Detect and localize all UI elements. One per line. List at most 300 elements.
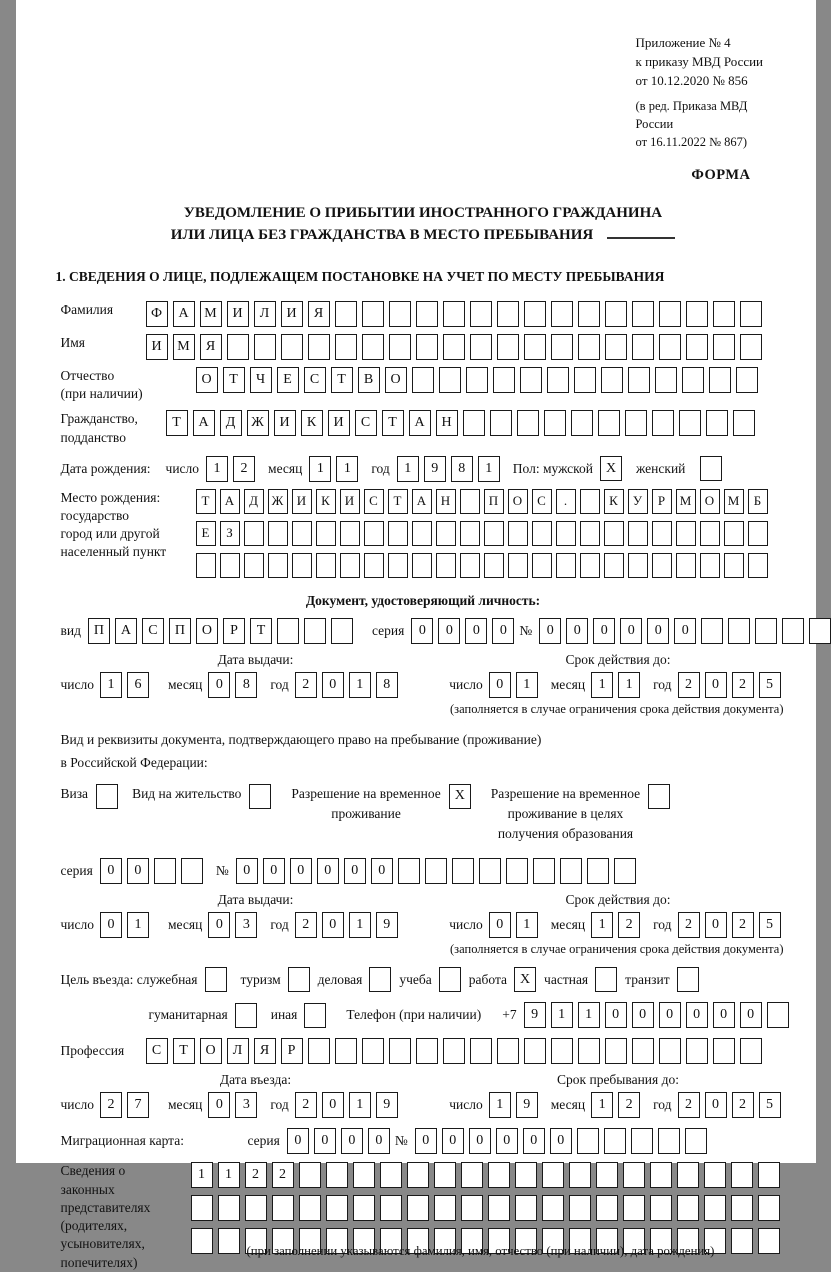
- char-cell[interactable]: [460, 521, 480, 546]
- char-cell[interactable]: 0: [371, 858, 393, 884]
- char-cell[interactable]: [659, 1038, 681, 1064]
- char-cell[interactable]: 0: [100, 858, 122, 884]
- char-cell[interactable]: 5: [759, 912, 781, 938]
- char-cell[interactable]: [326, 1195, 348, 1221]
- char-cell[interactable]: [463, 410, 485, 436]
- char-cell[interactable]: [308, 1038, 330, 1064]
- char-cell[interactable]: [470, 1038, 492, 1064]
- char-cell[interactable]: [700, 553, 720, 578]
- char-cell[interactable]: А: [193, 410, 215, 436]
- char-cell[interactable]: 0: [539, 618, 561, 644]
- temp-residence-checkbox[interactable]: X: [449, 784, 471, 809]
- char-cell[interactable]: 1: [349, 1092, 371, 1118]
- char-cell[interactable]: 0: [263, 858, 285, 884]
- char-cell[interactable]: М: [200, 301, 222, 327]
- char-cell[interactable]: О: [196, 367, 218, 393]
- char-cell[interactable]: [556, 553, 576, 578]
- char-cell[interactable]: [460, 489, 480, 514]
- char-cell[interactable]: [551, 301, 573, 327]
- char-cell[interactable]: [758, 1195, 780, 1221]
- char-cell[interactable]: [461, 1162, 483, 1188]
- char-cell[interactable]: Б: [748, 489, 768, 514]
- char-cell[interactable]: И: [281, 301, 303, 327]
- char-cell[interactable]: И: [328, 410, 350, 436]
- char-cell[interactable]: [614, 858, 636, 884]
- char-cell[interactable]: [497, 334, 519, 360]
- char-cell[interactable]: Д: [220, 410, 242, 436]
- char-cell[interactable]: У: [628, 489, 648, 514]
- char-cell[interactable]: [605, 301, 627, 327]
- char-cell[interactable]: 0: [492, 618, 514, 644]
- char-cell[interactable]: [434, 1195, 456, 1221]
- char-cell[interactable]: [515, 1195, 537, 1221]
- char-cell[interactable]: С: [532, 489, 552, 514]
- char-cell[interactable]: [596, 1162, 618, 1188]
- char-cell[interactable]: [556, 521, 576, 546]
- char-cell[interactable]: 0: [208, 912, 230, 938]
- char-cell[interactable]: [724, 553, 744, 578]
- char-cell[interactable]: [340, 553, 360, 578]
- char-cell[interactable]: [713, 301, 735, 327]
- char-cell[interactable]: 1: [618, 672, 640, 698]
- char-cell[interactable]: 0: [287, 1128, 309, 1154]
- char-cell[interactable]: [416, 334, 438, 360]
- char-cell[interactable]: Т: [166, 410, 188, 436]
- char-cell[interactable]: [335, 301, 357, 327]
- char-cell[interactable]: [362, 334, 384, 360]
- char-cell[interactable]: [340, 521, 360, 546]
- char-cell[interactable]: О: [196, 618, 218, 644]
- char-cell[interactable]: [484, 553, 504, 578]
- char-cell[interactable]: [506, 858, 528, 884]
- char-cell[interactable]: [218, 1228, 240, 1254]
- char-cell[interactable]: 0: [208, 1092, 230, 1118]
- char-cell[interactable]: [740, 334, 762, 360]
- char-cell[interactable]: В: [358, 367, 380, 393]
- char-cell[interactable]: [191, 1228, 213, 1254]
- char-cell[interactable]: .: [556, 489, 576, 514]
- char-cell[interactable]: [686, 301, 708, 327]
- char-cell[interactable]: [685, 1128, 707, 1154]
- char-cell[interactable]: 2: [233, 456, 255, 482]
- purpose-tranzit-checkbox[interactable]: [677, 967, 699, 992]
- char-cell[interactable]: [706, 410, 728, 436]
- char-cell[interactable]: [508, 521, 528, 546]
- char-cell[interactable]: [623, 1162, 645, 1188]
- char-cell[interactable]: [196, 553, 216, 578]
- char-cell[interactable]: [299, 1195, 321, 1221]
- char-cell[interactable]: [220, 553, 240, 578]
- char-cell[interactable]: [517, 410, 539, 436]
- char-cell[interactable]: Е: [196, 521, 216, 546]
- char-cell[interactable]: 2: [678, 912, 700, 938]
- gender-male-checkbox[interactable]: X: [600, 456, 622, 481]
- char-cell[interactable]: [677, 1195, 699, 1221]
- char-cell[interactable]: 9: [376, 1092, 398, 1118]
- char-cell[interactable]: [574, 367, 596, 393]
- char-cell[interactable]: [587, 858, 609, 884]
- char-cell[interactable]: [331, 618, 353, 644]
- char-cell[interactable]: 0: [317, 858, 339, 884]
- char-cell[interactable]: [218, 1195, 240, 1221]
- char-cell[interactable]: [740, 301, 762, 327]
- title-blank-underline[interactable]: [607, 237, 675, 239]
- char-cell[interactable]: С: [364, 489, 384, 514]
- char-cell[interactable]: Д: [244, 489, 264, 514]
- char-cell[interactable]: 0: [632, 1002, 654, 1028]
- char-cell[interactable]: [724, 521, 744, 546]
- char-cell[interactable]: [605, 1038, 627, 1064]
- char-cell[interactable]: [569, 1162, 591, 1188]
- char-cell[interactable]: 1: [349, 912, 371, 938]
- char-cell[interactable]: 8: [376, 672, 398, 698]
- char-cell[interactable]: [809, 618, 831, 644]
- char-cell[interactable]: [245, 1195, 267, 1221]
- char-cell[interactable]: [524, 1038, 546, 1064]
- char-cell[interactable]: [460, 553, 480, 578]
- char-cell[interactable]: [652, 521, 672, 546]
- char-cell[interactable]: [515, 1162, 537, 1188]
- char-cell[interactable]: 0: [523, 1128, 545, 1154]
- char-cell[interactable]: 2: [618, 1092, 640, 1118]
- char-cell[interactable]: [490, 410, 512, 436]
- char-cell[interactable]: [731, 1228, 753, 1254]
- char-cell[interactable]: [479, 858, 501, 884]
- char-cell[interactable]: 0: [100, 912, 122, 938]
- char-cell[interactable]: [604, 521, 624, 546]
- char-cell[interactable]: 0: [605, 1002, 627, 1028]
- char-cell[interactable]: [551, 334, 573, 360]
- char-cell[interactable]: О: [508, 489, 528, 514]
- char-cell[interactable]: [728, 618, 750, 644]
- char-cell[interactable]: Р: [652, 489, 672, 514]
- char-cell[interactable]: 0: [465, 618, 487, 644]
- char-cell[interactable]: [605, 334, 627, 360]
- char-cell[interactable]: [407, 1195, 429, 1221]
- char-cell[interactable]: И: [227, 301, 249, 327]
- char-cell[interactable]: Ж: [268, 489, 288, 514]
- char-cell[interactable]: [658, 1128, 680, 1154]
- char-cell[interactable]: 3: [235, 912, 257, 938]
- char-cell[interactable]: [443, 334, 465, 360]
- char-cell[interactable]: [748, 553, 768, 578]
- char-cell[interactable]: [598, 410, 620, 436]
- char-cell[interactable]: 2: [245, 1162, 267, 1188]
- char-cell[interactable]: 0: [438, 618, 460, 644]
- char-cell[interactable]: 0: [686, 1002, 708, 1028]
- char-cell[interactable]: [731, 1162, 753, 1188]
- char-cell[interactable]: 0: [659, 1002, 681, 1028]
- char-cell[interactable]: [277, 618, 299, 644]
- char-cell[interactable]: [578, 334, 600, 360]
- char-cell[interactable]: [659, 301, 681, 327]
- char-cell[interactable]: 1: [206, 456, 228, 482]
- char-cell[interactable]: [436, 521, 456, 546]
- char-cell[interactable]: [578, 1038, 600, 1064]
- char-cell[interactable]: Т: [382, 410, 404, 436]
- char-cell[interactable]: [623, 1195, 645, 1221]
- char-cell[interactable]: 0: [208, 672, 230, 698]
- char-cell[interactable]: [470, 334, 492, 360]
- char-cell[interactable]: П: [484, 489, 504, 514]
- char-cell[interactable]: 1: [218, 1162, 240, 1188]
- char-cell[interactable]: [443, 1038, 465, 1064]
- char-cell[interactable]: С: [142, 618, 164, 644]
- char-cell[interactable]: 9: [524, 1002, 546, 1028]
- char-cell[interactable]: [596, 1195, 618, 1221]
- char-cell[interactable]: Н: [436, 410, 458, 436]
- char-cell[interactable]: 1: [591, 672, 613, 698]
- char-cell[interactable]: 0: [314, 1128, 336, 1154]
- char-cell[interactable]: [767, 1002, 789, 1028]
- char-cell[interactable]: [632, 1038, 654, 1064]
- char-cell[interactable]: 0: [322, 1092, 344, 1118]
- char-cell[interactable]: [191, 1195, 213, 1221]
- char-cell[interactable]: 2: [618, 912, 640, 938]
- char-cell[interactable]: З: [220, 521, 240, 546]
- char-cell[interactable]: 1: [349, 672, 371, 698]
- char-cell[interactable]: 1: [551, 1002, 573, 1028]
- char-cell[interactable]: О: [700, 489, 720, 514]
- visa-checkbox[interactable]: [96, 784, 118, 809]
- char-cell[interactable]: 1: [127, 912, 149, 938]
- char-cell[interactable]: Т: [223, 367, 245, 393]
- char-cell[interactable]: [425, 858, 447, 884]
- char-cell[interactable]: [244, 553, 264, 578]
- char-cell[interactable]: [740, 1038, 762, 1064]
- char-cell[interactable]: [701, 618, 723, 644]
- char-cell[interactable]: [466, 367, 488, 393]
- char-cell[interactable]: [628, 553, 648, 578]
- char-cell[interactable]: 0: [593, 618, 615, 644]
- char-cell[interactable]: [154, 858, 176, 884]
- char-cell[interactable]: Р: [281, 1038, 303, 1064]
- char-cell[interactable]: 2: [295, 672, 317, 698]
- char-cell[interactable]: [362, 301, 384, 327]
- char-cell[interactable]: [758, 1228, 780, 1254]
- char-cell[interactable]: А: [115, 618, 137, 644]
- char-cell[interactable]: М: [676, 489, 696, 514]
- char-cell[interactable]: П: [169, 618, 191, 644]
- char-cell[interactable]: С: [146, 1038, 168, 1064]
- char-cell[interactable]: 6: [127, 672, 149, 698]
- char-cell[interactable]: 5: [759, 672, 781, 698]
- char-cell[interactable]: Т: [173, 1038, 195, 1064]
- char-cell[interactable]: [700, 521, 720, 546]
- char-cell[interactable]: [412, 553, 432, 578]
- char-cell[interactable]: [272, 1195, 294, 1221]
- char-cell[interactable]: 1: [489, 1092, 511, 1118]
- char-cell[interactable]: [416, 1038, 438, 1064]
- char-cell[interactable]: [686, 334, 708, 360]
- purpose-delovaya-checkbox[interactable]: [369, 967, 391, 992]
- char-cell[interactable]: [335, 334, 357, 360]
- char-cell[interactable]: [353, 1162, 375, 1188]
- char-cell[interactable]: [364, 521, 384, 546]
- char-cell[interactable]: Т: [331, 367, 353, 393]
- char-cell[interactable]: 8: [235, 672, 257, 698]
- char-cell[interactable]: 0: [341, 1128, 363, 1154]
- purpose-ucheba-checkbox[interactable]: [439, 967, 461, 992]
- char-cell[interactable]: 2: [732, 912, 754, 938]
- char-cell[interactable]: [388, 521, 408, 546]
- purpose-sluzhebnaya-checkbox[interactable]: [205, 967, 227, 992]
- char-cell[interactable]: О: [200, 1038, 222, 1064]
- char-cell[interactable]: А: [220, 489, 240, 514]
- char-cell[interactable]: С: [304, 367, 326, 393]
- char-cell[interactable]: 0: [705, 672, 727, 698]
- char-cell[interactable]: П: [88, 618, 110, 644]
- char-cell[interactable]: Т: [388, 489, 408, 514]
- char-cell[interactable]: [227, 334, 249, 360]
- char-cell[interactable]: [676, 553, 696, 578]
- char-cell[interactable]: 1: [516, 672, 538, 698]
- char-cell[interactable]: [520, 367, 542, 393]
- char-cell[interactable]: И: [340, 489, 360, 514]
- char-cell[interactable]: [493, 367, 515, 393]
- char-cell[interactable]: 1: [591, 912, 613, 938]
- char-cell[interactable]: [650, 1195, 672, 1221]
- char-cell[interactable]: Ж: [247, 410, 269, 436]
- char-cell[interactable]: [362, 1038, 384, 1064]
- temp-residence-edu-checkbox[interactable]: [648, 784, 670, 809]
- char-cell[interactable]: 2: [100, 1092, 122, 1118]
- char-cell[interactable]: [578, 301, 600, 327]
- char-cell[interactable]: А: [412, 489, 432, 514]
- char-cell[interactable]: [652, 410, 674, 436]
- char-cell[interactable]: Е: [277, 367, 299, 393]
- char-cell[interactable]: [544, 410, 566, 436]
- char-cell[interactable]: [508, 553, 528, 578]
- char-cell[interactable]: 1: [336, 456, 358, 482]
- char-cell[interactable]: [497, 1038, 519, 1064]
- char-cell[interactable]: 0: [411, 618, 433, 644]
- char-cell[interactable]: [389, 301, 411, 327]
- char-cell[interactable]: [281, 334, 303, 360]
- char-cell[interactable]: Я: [200, 334, 222, 360]
- char-cell[interactable]: 9: [424, 456, 446, 482]
- char-cell[interactable]: К: [301, 410, 323, 436]
- char-cell[interactable]: 0: [469, 1128, 491, 1154]
- char-cell[interactable]: Л: [227, 1038, 249, 1064]
- char-cell[interactable]: 0: [322, 672, 344, 698]
- char-cell[interactable]: 8: [451, 456, 473, 482]
- char-cell[interactable]: Ф: [146, 301, 168, 327]
- char-cell[interactable]: 1: [100, 672, 122, 698]
- char-cell[interactable]: [547, 367, 569, 393]
- char-cell[interactable]: [632, 301, 654, 327]
- char-cell[interactable]: [755, 618, 777, 644]
- char-cell[interactable]: С: [355, 410, 377, 436]
- char-cell[interactable]: [439, 367, 461, 393]
- char-cell[interactable]: 0: [674, 618, 696, 644]
- char-cell[interactable]: 1: [516, 912, 538, 938]
- char-cell[interactable]: [677, 1162, 699, 1188]
- char-cell[interactable]: [652, 553, 672, 578]
- char-cell[interactable]: [181, 858, 203, 884]
- purpose-inaya-checkbox[interactable]: [304, 1003, 326, 1028]
- char-cell[interactable]: К: [316, 489, 336, 514]
- char-cell[interactable]: Т: [196, 489, 216, 514]
- char-cell[interactable]: 0: [740, 1002, 762, 1028]
- residence-permit-checkbox[interactable]: [249, 784, 271, 809]
- char-cell[interactable]: [389, 1038, 411, 1064]
- char-cell[interactable]: 0: [415, 1128, 437, 1154]
- char-cell[interactable]: 1: [478, 456, 500, 482]
- char-cell[interactable]: [388, 553, 408, 578]
- char-cell[interactable]: 0: [442, 1128, 464, 1154]
- char-cell[interactable]: 9: [516, 1092, 538, 1118]
- char-cell[interactable]: 7: [127, 1092, 149, 1118]
- char-cell[interactable]: [551, 1038, 573, 1064]
- char-cell[interactable]: [316, 553, 336, 578]
- char-cell[interactable]: [488, 1162, 510, 1188]
- char-cell[interactable]: 2: [732, 672, 754, 698]
- char-cell[interactable]: [452, 858, 474, 884]
- char-cell[interactable]: [604, 553, 624, 578]
- char-cell[interactable]: 0: [713, 1002, 735, 1028]
- char-cell[interactable]: [650, 1162, 672, 1188]
- gender-female-checkbox[interactable]: [700, 456, 722, 481]
- char-cell[interactable]: 2: [678, 672, 700, 698]
- char-cell[interactable]: [625, 410, 647, 436]
- char-cell[interactable]: [580, 521, 600, 546]
- char-cell[interactable]: [604, 1128, 626, 1154]
- char-cell[interactable]: [628, 521, 648, 546]
- char-cell[interactable]: [304, 618, 326, 644]
- char-cell[interactable]: [731, 1195, 753, 1221]
- char-cell[interactable]: 1: [191, 1162, 213, 1188]
- char-cell[interactable]: [292, 521, 312, 546]
- char-cell[interactable]: 2: [272, 1162, 294, 1188]
- char-cell[interactable]: [577, 1128, 599, 1154]
- char-cell[interactable]: 2: [678, 1092, 700, 1118]
- char-cell[interactable]: [497, 301, 519, 327]
- char-cell[interactable]: [679, 410, 701, 436]
- char-cell[interactable]: 0: [344, 858, 366, 884]
- char-cell[interactable]: [713, 334, 735, 360]
- purpose-gumanitarnaya-checkbox[interactable]: [235, 1003, 257, 1028]
- char-cell[interactable]: [542, 1162, 564, 1188]
- char-cell[interactable]: [532, 553, 552, 578]
- char-cell[interactable]: [268, 553, 288, 578]
- char-cell[interactable]: 0: [489, 912, 511, 938]
- char-cell[interactable]: 0: [489, 672, 511, 698]
- char-cell[interactable]: [299, 1162, 321, 1188]
- char-cell[interactable]: [434, 1162, 456, 1188]
- char-cell[interactable]: [542, 1195, 564, 1221]
- char-cell[interactable]: А: [173, 301, 195, 327]
- char-cell[interactable]: [682, 367, 704, 393]
- char-cell[interactable]: [316, 521, 336, 546]
- char-cell[interactable]: [631, 1128, 653, 1154]
- char-cell[interactable]: М: [724, 489, 744, 514]
- char-cell[interactable]: [416, 301, 438, 327]
- char-cell[interactable]: 2: [295, 912, 317, 938]
- char-cell[interactable]: [488, 1195, 510, 1221]
- char-cell[interactable]: 0: [127, 858, 149, 884]
- char-cell[interactable]: [292, 553, 312, 578]
- char-cell[interactable]: [380, 1195, 402, 1221]
- char-cell[interactable]: [733, 410, 755, 436]
- char-cell[interactable]: [736, 367, 758, 393]
- char-cell[interactable]: [758, 1162, 780, 1188]
- char-cell[interactable]: 2: [732, 1092, 754, 1118]
- purpose-chastnaya-checkbox[interactable]: [595, 967, 617, 992]
- char-cell[interactable]: 0: [322, 912, 344, 938]
- char-cell[interactable]: [601, 367, 623, 393]
- char-cell[interactable]: [676, 521, 696, 546]
